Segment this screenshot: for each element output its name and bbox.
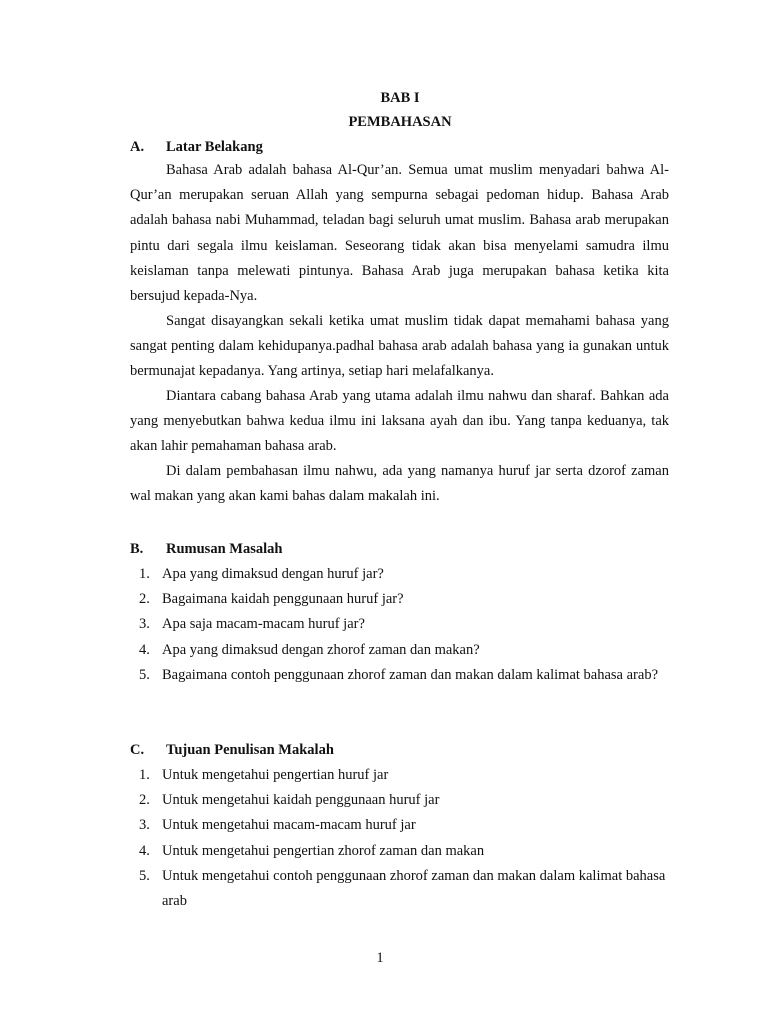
- paragraph: Sangat disayangkan sekali ketika umat muslim tidak dapat memahami bahasa yang sangat penting dalam kehidupanya.padhal bahasa arab adalah bahasa yang ia gunakan untuk bermunajat kepadanya. Yang artinya, setiap hari melafalkanya.: [130, 313, 669, 380]
- list-number: 3.: [139, 616, 150, 633]
- list-item: [130, 763, 670, 788]
- list-item: [130, 864, 670, 914]
- section-b-letter: B.: [130, 541, 144, 557]
- list-item: [130, 663, 670, 688]
- section-c-title: Tujuan Penulisan Makalah: [166, 742, 334, 758]
- problem-list: [130, 562, 670, 688]
- objective-list: [130, 763, 670, 914]
- chapter-title: PEMBAHASAN: [348, 114, 452, 130]
- paragraph: Di dalam pembahasan ilmu nahwu, ada yang namanya huruf jar serta dzorof zaman wal makan yang akan kami bahas dalam makalah ini.: [130, 463, 669, 505]
- section-a-heading: [130, 137, 263, 157]
- section-a-title: Latar Belakang: [166, 139, 263, 155]
- list-item: [130, 562, 670, 587]
- list-text: Untuk mengetahui macam-macam huruf jar: [162, 817, 416, 834]
- list-number: 3.: [139, 817, 150, 834]
- paragraph: Bahasa Arab adalah bahasa Al-Qur’an. Semua umat muslim menyadari bahwa Al-Qur’an merupakan seruan Allah yang sempurna sebagai pedoman hidup. Bahasa Arab adalah bahasa nabi Muhammad, teladan bagi seluruh umat muslim. Bahasa arab merupakan pintu dari segala ilmu keislaman. Seseorang tidak akan bisa menyelami samudra ilmu keislaman tanpa melewati pintunya. Bahasa Arab juga merupakan bahasa ketika kita bersujud kepada-Nya.: [130, 162, 669, 305]
- section-b-heading: [130, 539, 282, 559]
- section-a-letter: A.: [130, 139, 145, 155]
- list-item: [130, 612, 670, 637]
- list-item: [130, 788, 670, 813]
- chapter-heading: BAB I: [380, 90, 420, 106]
- list-item: [130, 813, 670, 838]
- list-text: Apa saja macam-macam huruf jar?: [162, 616, 365, 633]
- list-number: 5.: [139, 867, 150, 884]
- list-number: 2.: [139, 591, 150, 608]
- list-text: Untuk mengetahui contoh penggunaan zhorof zaman dan makan dalam kalimat bahasa arab: [162, 867, 666, 910]
- section-b-title: Rumusan Masalah: [166, 541, 283, 557]
- list-text: Bagaimana contoh penggunaan zhorof zaman dan makan dalam kalimat bahasa arab?: [162, 666, 659, 683]
- list-text: Untuk mengetahui pengertian huruf jar: [162, 767, 389, 783]
- list-number: 4.: [139, 842, 150, 859]
- list-text: Untuk mengetahui pengertian zhorof zaman dan makan: [162, 842, 485, 859]
- section-c-letter: C.: [130, 742, 145, 758]
- list-text: Apa yang dimaksud dengan huruf jar?: [162, 566, 384, 582]
- list-number: 5.: [139, 666, 150, 683]
- list-item: [130, 638, 670, 663]
- list-number: 1.: [139, 767, 150, 783]
- list-item: [130, 839, 670, 864]
- section-c-heading: [130, 740, 334, 760]
- list-text: Apa yang dimaksud dengan zhorof zaman dan makan?: [162, 641, 480, 658]
- page-number: 1: [376, 950, 384, 966]
- list-number: 2.: [139, 792, 150, 809]
- list-item: [130, 587, 670, 612]
- list-text: Bagaimana kaidah penggunaan huruf jar?: [162, 591, 404, 608]
- list-number: 1.: [139, 566, 150, 582]
- paragraph: Diantara cabang bahasa Arab yang utama adalah ilmu nahwu dan sharaf. Bahkan ada yang menyebutkan bahwa kedua ilmu ini laksana ayah dan ibu. Yang tanpa keduanya, tak akan lahir pemahaman bahasa arab.: [130, 388, 669, 455]
- list-number: 4.: [139, 641, 150, 658]
- list-text: Untuk mengetahui kaidah penggunaan huruf jar: [162, 792, 440, 809]
